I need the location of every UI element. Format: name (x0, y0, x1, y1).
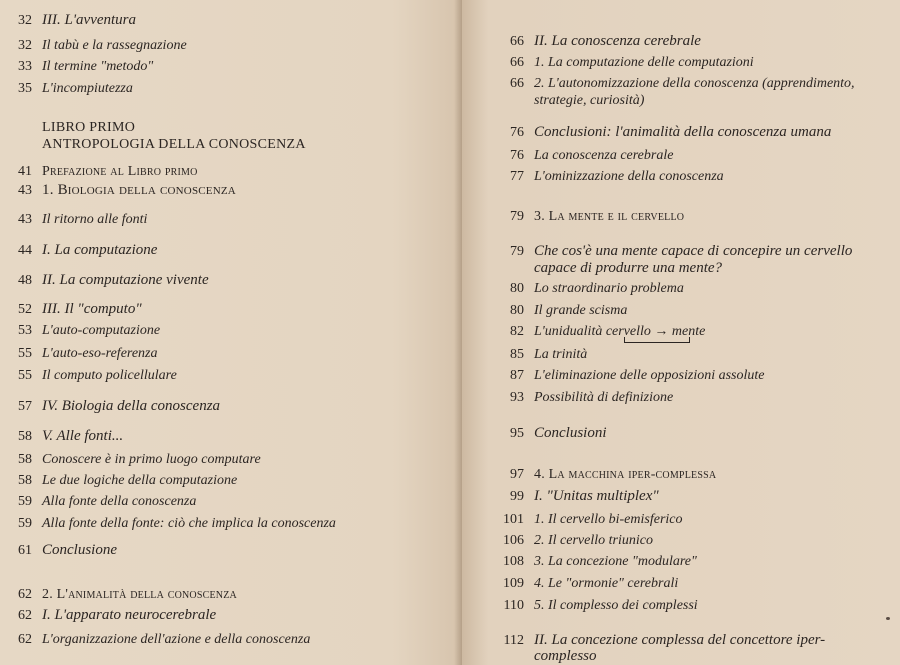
page-number: 58 (18, 452, 32, 467)
entry-title: III. Il "computo" (42, 301, 142, 317)
entry-title: Che cos'è una mente capace di concepire un cervello capace di produrre una mente? (534, 243, 853, 276)
entry-title: II. La computazione vivente (42, 272, 209, 288)
page-number: 80 (510, 281, 524, 296)
entry-title: I. "Unitas multiplex" (534, 488, 659, 504)
page-number: 57 (18, 399, 32, 414)
entry-title: I. L'apparato neurocerebrale (42, 607, 217, 623)
entry-title: 2. L'animalità della conoscenza (42, 587, 237, 602)
page-number: 55 (18, 346, 32, 361)
page-number: 43 (18, 212, 32, 227)
entry-title: La trinità (534, 347, 588, 362)
page-number: 44 (18, 243, 32, 258)
page-number: 53 (18, 323, 32, 338)
page-number: 59 (18, 494, 32, 509)
entry-title: Il tabù e la rassegnazione (42, 38, 187, 53)
entry-title: III. L'avventura (42, 12, 137, 28)
page-number: 110 (503, 598, 524, 613)
page-number: 62 (18, 632, 32, 647)
entry-title: Il ritorno alle fonti (42, 212, 148, 227)
page-number: 109 (503, 576, 524, 591)
entry-title: 4. Le "ormonie" cerebrali (534, 576, 679, 591)
page-number: 59 (18, 516, 32, 531)
page-number: 48 (18, 273, 32, 288)
page-number: 80 (510, 303, 524, 318)
book-heading-line-1: LIBRO PRIMO (42, 120, 136, 135)
page-number: 41 (18, 164, 32, 179)
page-number: 95 (510, 426, 524, 441)
page-number: 99 (510, 489, 524, 504)
entry-title: La conoscenza cerebrale (534, 148, 674, 163)
page-number: 62 (18, 587, 32, 602)
page-number: 43 (18, 183, 32, 198)
entry-title: Prefazione al Libro primo (42, 164, 198, 179)
entry-title: Conoscere è in primo luogo computare (42, 452, 261, 467)
page-number: 58 (18, 429, 32, 444)
page-number: 66 (510, 55, 524, 70)
page-number: 62 (18, 608, 32, 623)
page-number: 52 (18, 302, 32, 317)
entry-title: L'eliminazione delle opposizioni assolute (534, 368, 765, 383)
page-number: 76 (510, 148, 524, 163)
page-number: 85 (510, 347, 524, 362)
entry-title: Il termine "metodo" (42, 59, 154, 74)
entry-title: Alla fonte della fonte: ciò che implica la conoscenza (42, 516, 336, 531)
entry-title: Conclusioni (534, 425, 607, 441)
entry-title: 1. Il cervello bi-emisferico (534, 512, 683, 527)
entry-title: Le due logiche della computazione (42, 473, 238, 488)
entry-title: L'organizzazione dell'azione e della conoscenza (42, 632, 311, 647)
entry-title: Conclusioni: l'animalità della conoscenza umana (534, 124, 832, 140)
page-number: 112 (503, 633, 524, 648)
entry-title: Il grande scisma (534, 303, 628, 318)
paper-speck (886, 617, 890, 620)
page-number: 79 (510, 209, 524, 224)
entry-title: Alla fonte della conoscenza (42, 494, 197, 509)
entry-title: V. Alle fonti... (42, 428, 124, 444)
entry-title: L'unidualità cervello → mente (534, 324, 706, 339)
entry-title: Conclusione (42, 542, 117, 558)
book-heading-line-2: ANTROPOLOGIA DELLA CONOSCENZA (42, 137, 306, 152)
entry-title: 1. Biologia della conoscenza (42, 182, 236, 198)
page-number: 82 (510, 324, 524, 339)
page-number: 35 (18, 81, 32, 96)
entry-title: IV. Biologia della conoscenza (42, 398, 221, 414)
page-number: 61 (18, 543, 32, 558)
entry-title: 2. Il cervello triunico (534, 533, 653, 548)
page-number: 33 (18, 59, 32, 74)
page-number: 58 (18, 473, 32, 488)
page-number: 76 (510, 125, 524, 140)
unity-bracket (624, 337, 690, 343)
page-number: 66 (510, 76, 524, 91)
page-number: 97 (510, 467, 524, 482)
page-number: 79 (510, 244, 524, 259)
entry-title: Lo straordinario problema (534, 281, 684, 296)
entry-title: L'auto-computazione (42, 323, 161, 338)
entry-title: Il computo policellulare (42, 368, 177, 383)
entry-title: II. La concezione complessa del concettore iper-complesso (534, 632, 826, 664)
page-number: 66 (510, 34, 524, 49)
page-number: 101 (503, 512, 524, 527)
entry-title: L'auto-eso-referenza (42, 346, 158, 361)
entry-title: L'ominizzazione della conoscenza (534, 169, 724, 184)
page-number: 55 (18, 368, 32, 383)
entry-title: 3. La mente e il cervello (534, 209, 685, 224)
page-number: 32 (18, 13, 32, 28)
page-number: 93 (510, 390, 524, 405)
entry-title: 2. L'autonomizzazione della conoscenza (apprendimento, strategie, curiosità) (534, 76, 855, 108)
entry-title: 5. Il complesso dei complessi (534, 598, 698, 613)
page-number: 32 (18, 38, 32, 53)
entry-title: L'incompiutezza (42, 81, 133, 96)
page-number: 106 (503, 533, 524, 548)
entry-title: 1. La computazione delle computazioni (534, 55, 754, 70)
entry-title: I. La computazione (42, 242, 158, 258)
entry-title: 4. La macchina iper-complessa (534, 467, 717, 482)
page-number: 87 (510, 368, 524, 383)
entry-title: 3. La concezione "modulare" (534, 554, 697, 569)
right-page (462, 0, 900, 665)
entry-title: II. La conoscenza cerebrale (534, 33, 701, 49)
page-number: 108 (503, 554, 524, 569)
page-number: 77 (510, 169, 524, 184)
entry-title: Possibilità di definizione (534, 390, 674, 405)
